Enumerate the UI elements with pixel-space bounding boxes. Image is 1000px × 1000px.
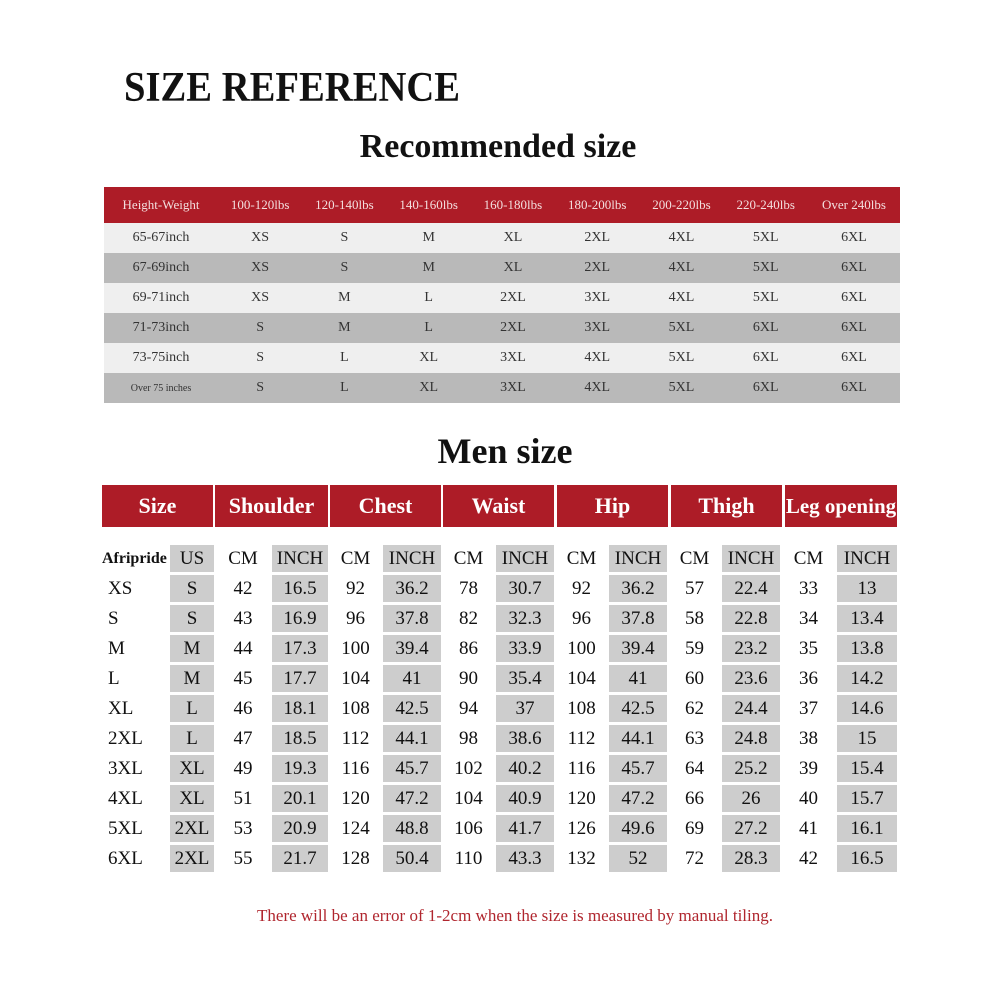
measure-cell: 28.3	[722, 845, 780, 872]
size-cell: S	[302, 253, 386, 283]
size-cell: 5XL	[724, 283, 808, 313]
group-header-size: Size	[102, 485, 213, 527]
afripride-size-cell: 2XL	[108, 727, 143, 749]
men-size-row	[102, 605, 897, 632]
measure-cell: 126	[567, 817, 596, 839]
measure-cell: 108	[341, 697, 370, 719]
men-size-row	[102, 665, 897, 692]
measure-cell: 22.4	[722, 575, 780, 602]
measure-cell: 25.2	[722, 755, 780, 782]
size-cell: 6XL	[724, 313, 808, 343]
subheader-cell: INCH	[609, 545, 667, 572]
measure-cell: 36.2	[609, 575, 667, 602]
measure-cell: 82	[459, 607, 478, 629]
height-cell: Over 75 inches	[104, 373, 218, 403]
measure-cell: 42.5	[383, 695, 441, 722]
group-header-hip: Hip	[557, 485, 668, 527]
measure-cell: 42	[799, 847, 818, 869]
measure-cell: 17.7	[272, 665, 328, 692]
measure-cell: 38	[799, 727, 818, 749]
measurement-note: There will be an error of 1-2cm when the size is measured by manual tiling.	[257, 906, 773, 925]
subheader-cell: US	[170, 545, 214, 572]
measure-cell: 26	[722, 785, 780, 812]
size-cell: 3XL	[555, 313, 639, 343]
afripride-size-cell: 5XL	[108, 817, 143, 839]
men-size-heading: Men size	[437, 431, 573, 471]
measure-cell: 124	[341, 817, 370, 839]
measure-cell: 46	[233, 697, 253, 719]
subheader-cell: INCH	[383, 545, 441, 572]
recommended-row	[104, 313, 900, 343]
size-cell: L	[302, 343, 386, 373]
us-size-cell: S	[170, 605, 214, 632]
afripride-size-cell: 3XL	[108, 757, 143, 779]
us-size-cell: XL	[170, 785, 214, 812]
group-header-waist: Waist	[443, 485, 554, 527]
measure-cell: 24.8	[722, 725, 780, 752]
col-header: 160-180lbs	[471, 187, 555, 223]
group-header-leg-opening: Leg opening	[785, 485, 897, 527]
measure-cell: 102	[454, 757, 483, 779]
measure-cell: 100	[341, 637, 370, 659]
measure-cell: 53	[233, 817, 253, 839]
measure-cell: 55	[233, 847, 253, 869]
measure-cell: 40.2	[496, 755, 554, 782]
size-cell: XS	[218, 283, 302, 313]
afripride-size-cell: XL	[108, 697, 134, 719]
height-cell: 65-67inch	[104, 223, 218, 253]
subheader-cell: CM	[566, 547, 597, 569]
measure-cell: 15.4	[837, 755, 897, 782]
measure-cell: 23.6	[722, 665, 780, 692]
men-size-row	[102, 845, 897, 872]
measure-cell: 38.6	[496, 725, 554, 752]
size-cell: 6XL	[808, 283, 900, 313]
measure-cell: 45.7	[609, 755, 667, 782]
men-size-row	[102, 755, 897, 782]
measure-cell: 40.9	[496, 785, 554, 812]
measure-cell: 62	[685, 697, 704, 719]
size-cell: 6XL	[808, 253, 900, 283]
afripride-size-cell: L	[108, 667, 120, 689]
size-cell: L	[387, 283, 471, 313]
size-cell: 6XL	[808, 343, 900, 373]
measure-cell: 30.7	[496, 575, 554, 602]
measure-cell: 37	[799, 697, 818, 719]
men-size-row	[102, 815, 897, 842]
col-header: 220-240lbs	[724, 187, 808, 223]
us-size-cell: 2XL	[170, 845, 214, 872]
height-cell: 73-75inch	[104, 343, 218, 373]
measure-cell: 43	[233, 607, 253, 629]
col-header: 180-200lbs	[555, 187, 639, 223]
recommended-heading: Recommended size	[359, 128, 637, 165]
size-cell: 4XL	[639, 253, 723, 283]
measure-cell: 42	[233, 577, 253, 599]
measure-cell: 116	[567, 757, 596, 779]
size-cell: 2XL	[471, 283, 555, 313]
size-cell: 6XL	[808, 313, 900, 343]
measure-cell: 33.9	[496, 635, 554, 662]
men-size-table	[102, 542, 897, 875]
size-cell: 6XL	[724, 373, 808, 403]
men-size-row	[102, 635, 897, 662]
measure-cell: 59	[685, 637, 704, 659]
measure-cell: 16.5	[837, 845, 897, 872]
height-cell: 67-69inch	[104, 253, 218, 283]
measure-cell: 90	[459, 667, 478, 689]
us-size-cell: M	[170, 665, 214, 692]
measure-cell: 96	[346, 607, 365, 629]
measure-cell: 44	[233, 637, 253, 659]
group-header-chest: Chest	[330, 485, 441, 527]
col-header: 100-120lbs	[218, 187, 302, 223]
measure-cell: 20.9	[272, 815, 328, 842]
size-cell: XL	[471, 223, 555, 253]
recommended-size-table	[104, 187, 900, 403]
measure-cell: 34	[799, 607, 818, 629]
subheader-cell: INCH	[722, 545, 780, 572]
afripride-size-cell: XS	[108, 577, 133, 599]
size-cell: 6XL	[724, 343, 808, 373]
measure-cell: 63	[685, 727, 704, 749]
size-cell: 5XL	[639, 343, 723, 373]
afripride-size-cell: S	[108, 607, 119, 629]
men-size-row	[102, 695, 897, 722]
measure-cell: 16.5	[272, 575, 328, 602]
measure-cell: 72	[685, 847, 704, 869]
size-cell: XS	[218, 253, 302, 283]
us-size-cell: L	[170, 695, 214, 722]
measure-cell: 58	[685, 607, 704, 629]
size-cell: S	[218, 373, 302, 403]
measure-cell: 69	[685, 817, 704, 839]
size-cell: M	[302, 283, 386, 313]
measure-cell: 41	[799, 817, 818, 839]
size-cell: S	[302, 223, 386, 253]
measure-cell: 42.5	[609, 695, 667, 722]
measure-cell: 66	[685, 787, 704, 809]
size-cell: M	[387, 223, 471, 253]
subheader-cell: Afripride	[102, 549, 167, 567]
measure-cell: 35.4	[496, 665, 554, 692]
us-size-cell: 2XL	[170, 815, 214, 842]
us-size-cell: M	[170, 635, 214, 662]
subheader-cell: CM	[453, 547, 484, 569]
group-header-thigh: Thigh	[671, 485, 782, 527]
size-cell: XL	[387, 343, 471, 373]
size-cell: 4XL	[555, 373, 639, 403]
size-cell: 4XL	[639, 223, 723, 253]
measure-cell: 110	[454, 847, 483, 869]
measure-cell: 128	[341, 847, 370, 869]
measure-cell: 98	[459, 727, 478, 749]
measure-cell: 20.1	[272, 785, 328, 812]
col-header: 140-160lbs	[387, 187, 471, 223]
measure-cell: 92	[346, 577, 365, 599]
subheader-cell: INCH	[837, 545, 897, 572]
measure-cell: 39	[799, 757, 818, 779]
measure-cell: 14.6	[837, 695, 897, 722]
measure-cell: 14.2	[837, 665, 897, 692]
measure-cell: 120	[567, 787, 596, 809]
measure-cell: 132	[567, 847, 596, 869]
measure-cell: 86	[459, 637, 478, 659]
measure-cell: 47	[233, 727, 253, 749]
us-size-cell: S	[170, 575, 214, 602]
size-cell: S	[218, 343, 302, 373]
measure-cell: 104	[567, 667, 596, 689]
size-cell: L	[302, 373, 386, 403]
size-cell: 5XL	[639, 313, 723, 343]
measure-cell: 112	[341, 727, 370, 749]
measure-cell: 27.2	[722, 815, 780, 842]
measure-cell: 78	[459, 577, 478, 599]
measure-cell: 40	[799, 787, 818, 809]
measure-cell: 45.7	[383, 755, 441, 782]
recommended-row	[104, 343, 900, 373]
measure-cell: 41.7	[496, 815, 554, 842]
recommended-row	[104, 373, 900, 403]
measure-cell: 94	[459, 697, 478, 719]
size-cell: 2XL	[555, 223, 639, 253]
measure-cell: 120	[341, 787, 370, 809]
page-title: SIZE REFERENCE	[124, 65, 461, 111]
size-cell: 6XL	[808, 373, 900, 403]
size-cell: M	[387, 253, 471, 283]
measure-cell: 52	[609, 845, 667, 872]
measure-cell: 15	[837, 725, 897, 752]
measure-cell: 47.2	[383, 785, 441, 812]
afripride-size-cell: 6XL	[108, 847, 143, 869]
afripride-size-cell: M	[108, 637, 125, 659]
measure-cell: 36	[799, 667, 818, 689]
measure-cell: 43.3	[496, 845, 554, 872]
measure-cell: 16.1	[837, 815, 897, 842]
height-cell: 71-73inch	[104, 313, 218, 343]
size-cell: 3XL	[471, 343, 555, 373]
subheader-cell: CM	[679, 547, 710, 569]
measure-cell: 18.1	[272, 695, 328, 722]
recommended-row	[104, 223, 900, 253]
measure-cell: 45	[233, 667, 253, 689]
measure-cell: 41	[383, 665, 441, 692]
measure-cell: 37.8	[383, 605, 441, 632]
measure-cell: 24.4	[722, 695, 780, 722]
size-cell: 4XL	[639, 283, 723, 313]
us-size-cell: XL	[170, 755, 214, 782]
size-cell: 2XL	[471, 313, 555, 343]
size-cell: XL	[471, 253, 555, 283]
us-size-cell: L	[170, 725, 214, 752]
measure-cell: 33	[799, 577, 818, 599]
measure-cell: 16.9	[272, 605, 328, 632]
measure-cell: 49.6	[609, 815, 667, 842]
measure-cell: 51	[233, 787, 253, 809]
measure-cell: 39.4	[609, 635, 667, 662]
size-cell: XL	[387, 373, 471, 403]
measure-cell: 13	[837, 575, 897, 602]
col-header: 200-220lbs	[639, 187, 723, 223]
size-cell: 5XL	[639, 373, 723, 403]
col-header: 120-140lbs	[302, 187, 386, 223]
measure-cell: 96	[572, 607, 591, 629]
size-cell: 6XL	[808, 223, 900, 253]
measure-cell: 92	[572, 577, 591, 599]
size-cell: XS	[218, 223, 302, 253]
measure-cell: 100	[567, 637, 596, 659]
recommended-row	[104, 253, 900, 283]
measure-cell: 106	[454, 817, 483, 839]
size-cell: 4XL	[555, 343, 639, 373]
measure-cell: 47.2	[609, 785, 667, 812]
measure-cell: 112	[567, 727, 596, 749]
men-size-row	[102, 785, 897, 812]
group-header-shoulder: Shoulder	[215, 485, 328, 527]
size-cell: 5XL	[724, 253, 808, 283]
size-cell: 5XL	[724, 223, 808, 253]
recommended-row	[104, 283, 900, 313]
measure-cell: 49	[233, 757, 253, 779]
measure-cell: 44.1	[609, 725, 667, 752]
height-cell: 69-71inch	[104, 283, 218, 313]
measure-cell: 39.4	[383, 635, 441, 662]
measure-cell: 37.8	[609, 605, 667, 632]
men-size-row	[102, 575, 897, 602]
measure-cell: 116	[341, 757, 370, 779]
col-header: Over 240lbs	[808, 187, 900, 223]
measure-cell: 17.3	[272, 635, 328, 662]
measure-cell: 48.8	[383, 815, 441, 842]
size-cell: 2XL	[555, 253, 639, 283]
size-cell: L	[387, 313, 471, 343]
measure-cell: 35	[799, 637, 818, 659]
measure-cell: 21.7	[272, 845, 328, 872]
measure-cell: 22.8	[722, 605, 780, 632]
subheader-cell: INCH	[272, 545, 328, 572]
size-cell: 3XL	[471, 373, 555, 403]
measure-cell: 60	[685, 667, 704, 689]
subheader-cell: CM	[340, 547, 371, 569]
measure-cell: 32.3	[496, 605, 554, 632]
measure-cell: 108	[567, 697, 596, 719]
recommended-header-row	[104, 187, 900, 223]
measure-cell: 104	[341, 667, 370, 689]
measure-cell: 57	[685, 577, 704, 599]
measure-cell: 64	[685, 757, 704, 779]
size-cell: M	[302, 313, 386, 343]
measure-cell: 37	[496, 695, 554, 722]
measure-cell: 44.1	[383, 725, 441, 752]
size-cell: 3XL	[555, 283, 639, 313]
measure-cell: 23.2	[722, 635, 780, 662]
measure-cell: 50.4	[383, 845, 441, 872]
subheader-cell: CM	[228, 547, 258, 569]
measure-cell: 18.5	[272, 725, 328, 752]
measure-cell: 13.4	[837, 605, 897, 632]
measure-cell: 13.8	[837, 635, 897, 662]
subheader-cell: CM	[793, 547, 824, 569]
measure-cell: 36.2	[383, 575, 441, 602]
measure-cell: 15.7	[837, 785, 897, 812]
measure-cell: 19.3	[272, 755, 328, 782]
men-subheader-row	[102, 545, 897, 572]
subheader-cell: INCH	[496, 545, 554, 572]
size-cell: S	[218, 313, 302, 343]
col-header: Height-Weight	[104, 187, 218, 223]
measure-cell: 104	[454, 787, 483, 809]
measure-cell: 41	[609, 665, 667, 692]
afripride-size-cell: 4XL	[108, 787, 143, 809]
men-size-row	[102, 725, 897, 752]
